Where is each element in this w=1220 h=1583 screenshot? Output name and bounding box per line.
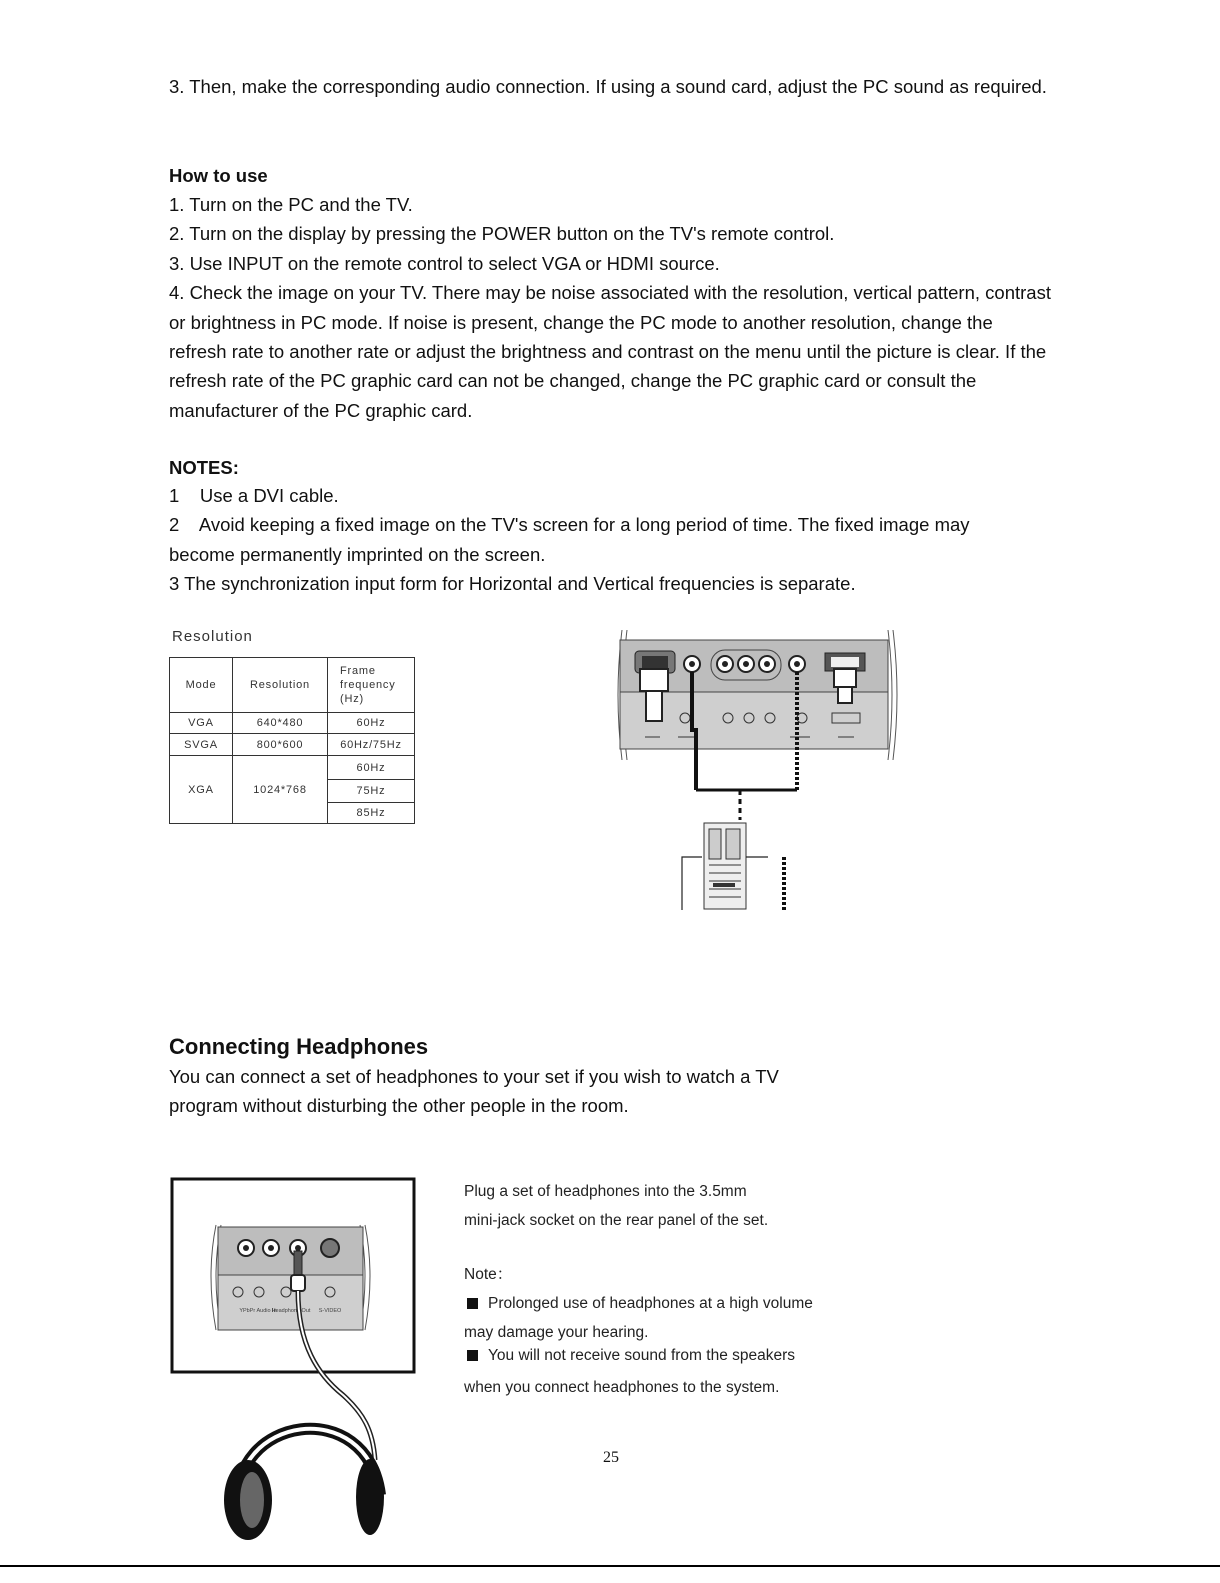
intro-paragraph: 3. Then, make the corresponding audio connection. If using a sound card, adjust the PC sound as required. (169, 76, 1047, 97)
panel-label-headphone: Headphone Out (271, 1308, 311, 1314)
cell-mode: XGA (170, 756, 233, 824)
cell-resolution: 640*480 (233, 713, 328, 734)
table-row (170, 756, 415, 780)
note-label: Note： (464, 1266, 513, 1283)
page-number: 25 (603, 1449, 619, 1466)
table-row (170, 713, 415, 734)
cell-frequency: 60Hz (328, 713, 415, 734)
panel-label-svideo: S-VIDEO (318, 1308, 342, 1314)
resolution-caption: Resolution (172, 628, 253, 645)
notes-list (169, 481, 1069, 599)
cell-resolution: 800*600 (233, 734, 328, 756)
instruction-line: Plug a set of headphones into the 3.5mm (464, 1183, 747, 1200)
note-bullet-item (467, 1289, 813, 1318)
table-row (170, 734, 415, 756)
cell-frequency: 60Hz/75Hz (328, 734, 415, 756)
bullet-square-icon (467, 1350, 478, 1361)
headphones-intro: You can connect a set of headphones to your set if you wish to watch a TV program without disturbing the other people in the room. (169, 1066, 779, 1117)
table-header-row (170, 658, 415, 713)
bullet-square-icon (467, 1298, 478, 1309)
instruction-line: mini-jack socket on the rear panel of the set. (464, 1212, 769, 1229)
note-text: Prolonged use of headphones at a high volume (488, 1295, 813, 1312)
how-to-use-heading: How to use (169, 165, 268, 186)
cell-frequency: 85Hz (328, 803, 415, 824)
step-item: 2. Turn on the display by pressing the POWER button on the TV's remote control. (169, 223, 835, 245)
note-item: 3 The synchronization input form for Horizontal and Vertical frequencies is separate. (169, 573, 856, 595)
step-item: 3. Use INPUT on the remote control to select VGA or HDMI source. (169, 252, 720, 274)
note-item: 1 Use a DVI cable. (169, 485, 339, 506)
note-text: You will not receive sound from the speakers (488, 1347, 796, 1364)
note-continuation: when you connect headphones to the system. (464, 1379, 780, 1396)
cell-mode: SVGA (170, 734, 233, 756)
step-item: 4. Check the image on your TV. There may be noise associated with the resolution, vertical pattern, contrast or brightness in PC mode. If noise is present, change the PC mode to another resolution, change the refresh rate to another rate or adjust the brightness and contrast on the menu until the picture is clear. If the refresh rate of the PC graphic card can not be changed, change the PC graphic card or consult the manufacturer of the PC graphic card. (169, 282, 1051, 421)
how-to-use-steps (169, 190, 1069, 425)
cell-frequency: 75Hz (328, 780, 415, 803)
notes-heading: NOTES: (169, 457, 239, 478)
cell-resolution: 1024*768 (233, 756, 328, 824)
pc-connection-illustration (610, 625, 900, 915)
section-title-headphones: Connecting Headphones (169, 1034, 429, 1059)
step-item: 1. Turn on the PC and the TV. (169, 194, 413, 215)
cell-mode: VGA (170, 713, 233, 734)
note-bullet-item (467, 1341, 795, 1370)
panel-label-ypbpr-audio: YPbPr Audio In (239, 1308, 277, 1314)
note-item: 2 Avoid keeping a fixed image on the TV's screen for a long period of time. The fixed image may become permanently imprinted on the screen. (169, 514, 975, 565)
header-resolution: Resolution (233, 658, 328, 713)
resolution-table (169, 657, 415, 824)
bottom-rule (0, 1565, 1220, 1567)
header-mode: Mode (170, 658, 233, 713)
headphones-illustration (168, 1175, 420, 1550)
header-frequency: Frame frequency (Hz) (328, 658, 415, 713)
note-continuation: may damage your hearing. (464, 1324, 649, 1341)
cell-frequency: 60Hz (328, 756, 415, 780)
